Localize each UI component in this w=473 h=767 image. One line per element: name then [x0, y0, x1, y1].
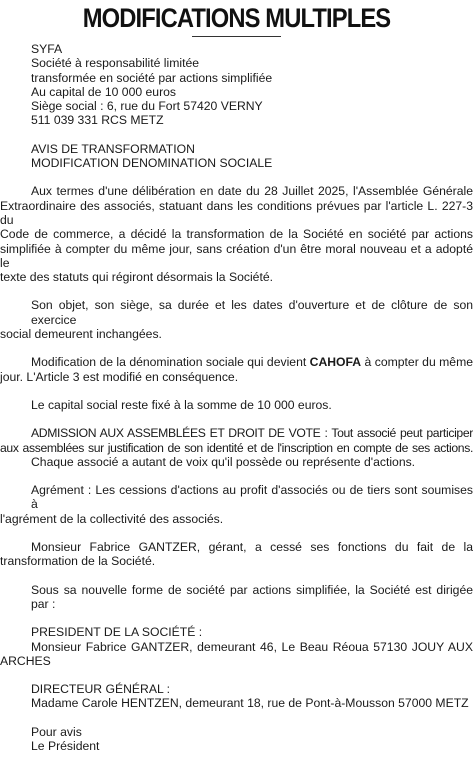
notice-heading-1: AVIS DE TRANSFORMATION — [31, 141, 195, 156]
paragraph-capital — [0, 398, 473, 412]
paragraph-line: Extraordinaire des associés, statuant dans les conditions prévues par l'article L. 227-3 du — [0, 198, 473, 227]
president-line: Monsieur Fabrice GANTZER, demeurant 46, Le Beau Réoua 57130 JOUY AUX — [31, 639, 473, 654]
closing-line: Pour avis — [31, 724, 82, 739]
paragraph-line: texte des statuts qui régiront désormais la Société. — [0, 270, 274, 285]
paragraph-direction — [0, 583, 473, 612]
company-block — [0, 42, 473, 128]
paragraph-line: social demeurent inchangées. — [0, 327, 162, 342]
paragraph-line: l'agrément de la collectivité des associés. — [0, 511, 224, 526]
paragraph-line — [0, 355, 473, 369]
director-line: Madame Carole HENTZEN, demeurant 18, rue de Pont-à-Mousson 57000 METZ — [31, 696, 469, 711]
paragraph-deliberation — [0, 184, 473, 284]
paragraph-line: Chaque associé a autant de voix qu'il possède ou représente d'actions. — [31, 454, 416, 469]
director-block — [0, 682, 473, 711]
name-change-text: Modification de la dénomination sociale qui devient — [31, 355, 310, 370]
company-rcs: 511 039 331 RCS METZ — [31, 113, 164, 128]
paragraph-line: Monsieur Fabrice GANTZER, gérant, a cessé ses fonctions du fait de la — [31, 540, 473, 555]
name-change-text-end: à compter du même — [361, 355, 473, 370]
paragraph-line: Sous sa nouvelle forme de société par actions simplifiée, la Société est dirigée par : — [31, 582, 473, 611]
paragraph-name-change — [0, 355, 473, 384]
company-transformation: transformée en société par actions simplifiée — [31, 70, 273, 85]
company-name: SYFA — [31, 42, 63, 56]
company-address: Siège social : 6, rue du Fort 57420 VERNY — [31, 99, 263, 114]
paragraph-gerant — [0, 540, 473, 569]
paragraph-line: simplifiée à compter du même jour, sans création d'un être moral nouveau et a adopté le — [0, 241, 473, 270]
notice-body — [0, 42, 473, 767]
paragraph-admission — [0, 426, 473, 469]
paragraph-line: Code de commerce, a décidé la transformation de la Société en société par actions — [0, 227, 473, 242]
signature-line: Le Président — [31, 738, 100, 753]
paragraph-line: jour. L'Article 3 est modifié en conséquence. — [0, 369, 239, 384]
paragraph-line: Agrément : Les cessions d'actions au profit d'associés ou de tiers sont soumises à — [31, 483, 473, 512]
director-heading: DIRECTEUR GÉNÉRAL : — [31, 682, 171, 697]
company-form: Société à responsabilité limitée — [31, 56, 200, 71]
notice-heading-block — [0, 142, 473, 171]
paragraph-object — [0, 298, 473, 341]
paragraph-agrement — [0, 483, 473, 526]
closing-block — [0, 725, 473, 754]
president-line: ARCHES — [0, 653, 51, 668]
paragraph-line: Le capital social reste fixé à la somme de 10 000 euros. — [31, 397, 332, 412]
paragraph-line: Son objet, son siège, sa durée et les dates d'ouverture et de clôture de son exercice — [31, 298, 473, 327]
notice-heading-2: MODIFICATION DENOMINATION SOCIALE — [31, 156, 273, 171]
title-underline — [192, 36, 281, 37]
new-company-name: CAHOFA — [309, 355, 362, 370]
company-capital: Au capital de 10 000 euros — [31, 84, 177, 99]
notice-title: MODIFICATIONS MULTIPLES — [82, 3, 391, 33]
president-heading: PRESIDENT DE LA SOCIÉTÉ : — [31, 625, 203, 640]
paragraph-line: ADMISSION AUX ASSEMBLÉES ET DROIT DE VOTE : Tout associé peut participer — [31, 426, 473, 441]
paragraph-line: Aux termes d'une délibération en date du 28 Juillet 2025, l'Assemblée Générale — [31, 184, 473, 199]
paragraph-line: transformation de la Société. — [0, 554, 156, 569]
president-block — [0, 625, 473, 668]
paragraph-line: aux assemblées sur justification de son identité et de l'inscription en compte de ses actions. — [0, 440, 473, 455]
